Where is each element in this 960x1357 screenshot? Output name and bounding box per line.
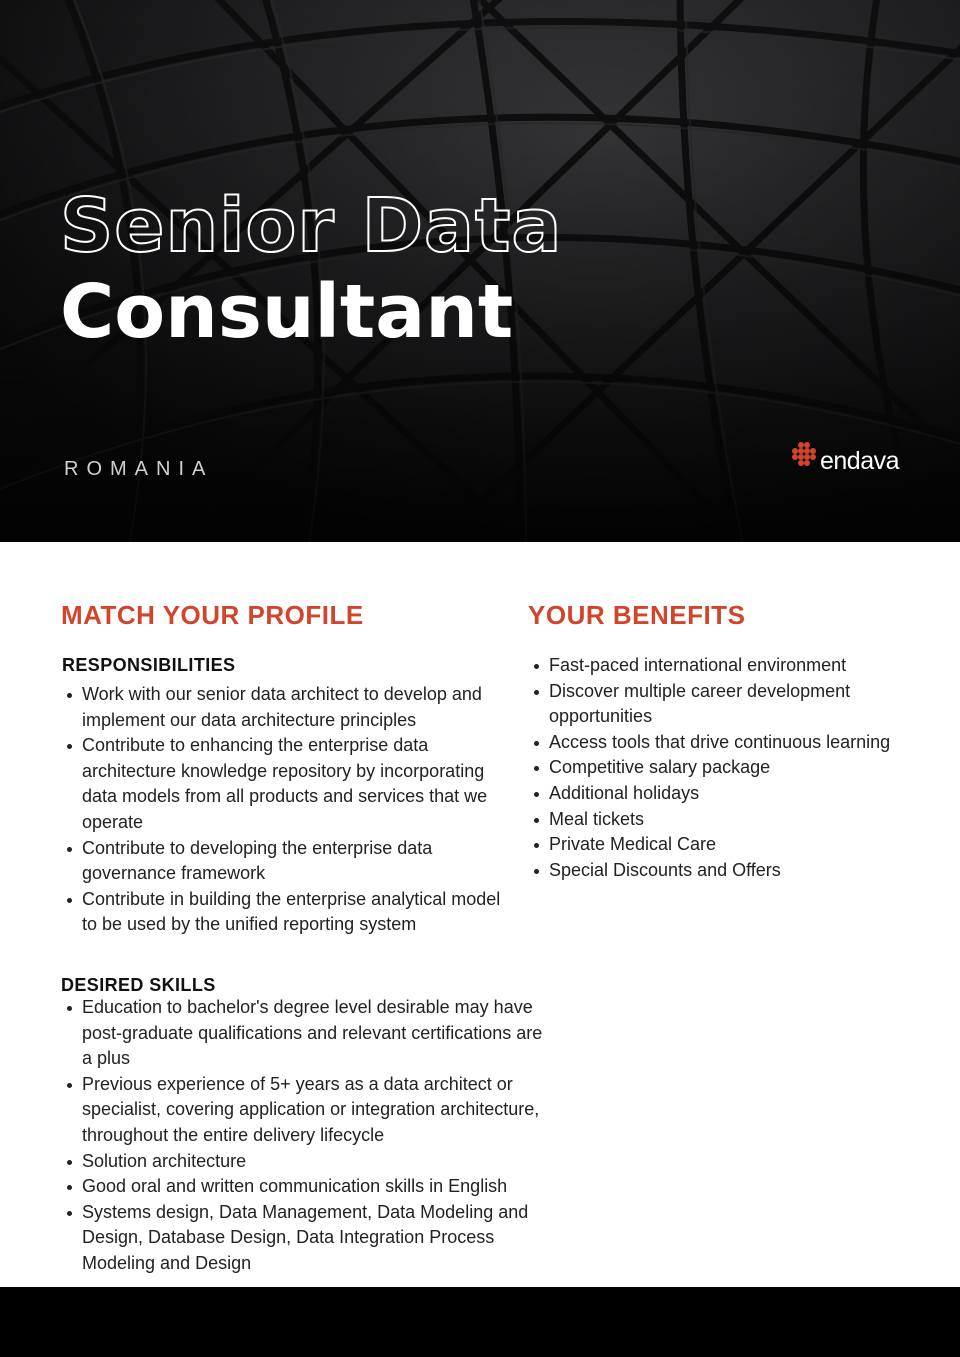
desired-skills-heading: DESIRED SKILLS bbox=[61, 975, 216, 995]
list-item: Additional holidays bbox=[528, 781, 908, 807]
list-item: Meal tickets bbox=[528, 807, 908, 833]
list-item: Education to bachelor's degree level desirable may have post-graduate qualifications and relevant certifications are a plus bbox=[61, 995, 551, 1072]
list-item: Good oral and written communication skills in English bbox=[61, 1174, 551, 1200]
list-item: Contribute in building the enterprise analytical model to be used by the unified reporting system bbox=[61, 887, 511, 938]
list-item: Discover multiple career development opportunities bbox=[528, 679, 908, 730]
list-item: Systems design, Data Management, Data Modeling and Design, Database Design, Data Integration Process Modeling and Design bbox=[61, 1200, 551, 1277]
endava-logo-text: endava bbox=[820, 447, 900, 475]
list-item: Previous experience of 5+ years as a data architect or specialist, covering application or integration architecture, throughout the entire delivery lifecycle bbox=[61, 1072, 551, 1149]
job-title-line-1: Senior Data bbox=[60, 183, 563, 269]
desired-skills-list bbox=[61, 995, 551, 1277]
list-item: Private Medical Care bbox=[528, 832, 908, 858]
list-item: Contribute to developing the enterprise data governance framework bbox=[61, 836, 511, 887]
responsibilities-list bbox=[61, 682, 511, 938]
responsibilities-heading: RESPONSIBILITIES bbox=[62, 655, 236, 675]
benefits-list bbox=[528, 653, 908, 883]
list-item: Special Discounts and Offers bbox=[528, 858, 908, 884]
list-item: Competitive salary package bbox=[528, 755, 908, 781]
job-location: ROMANIA bbox=[64, 458, 214, 480]
list-item: Fast-paced international environment bbox=[528, 653, 908, 679]
list-item: Contribute to enhancing the enterprise data architecture knowledge repository by incorporating data models from all products and services that we operate bbox=[61, 733, 511, 835]
footer-bar bbox=[0, 1287, 960, 1357]
list-item: Access tools that drive continuous learning bbox=[528, 730, 908, 756]
list-item: Work with our senior data architect to develop and implement our data architecture principles bbox=[61, 682, 511, 733]
endava-logo bbox=[792, 441, 902, 481]
your-benefits-heading: YOUR BENEFITS bbox=[528, 600, 746, 630]
match-your-profile-heading: MATCH YOUR PROFILE bbox=[61, 600, 364, 630]
job-title-line-2: Consultant bbox=[60, 269, 514, 355]
hero-banner bbox=[0, 0, 960, 542]
list-item: Solution architecture bbox=[61, 1149, 551, 1175]
